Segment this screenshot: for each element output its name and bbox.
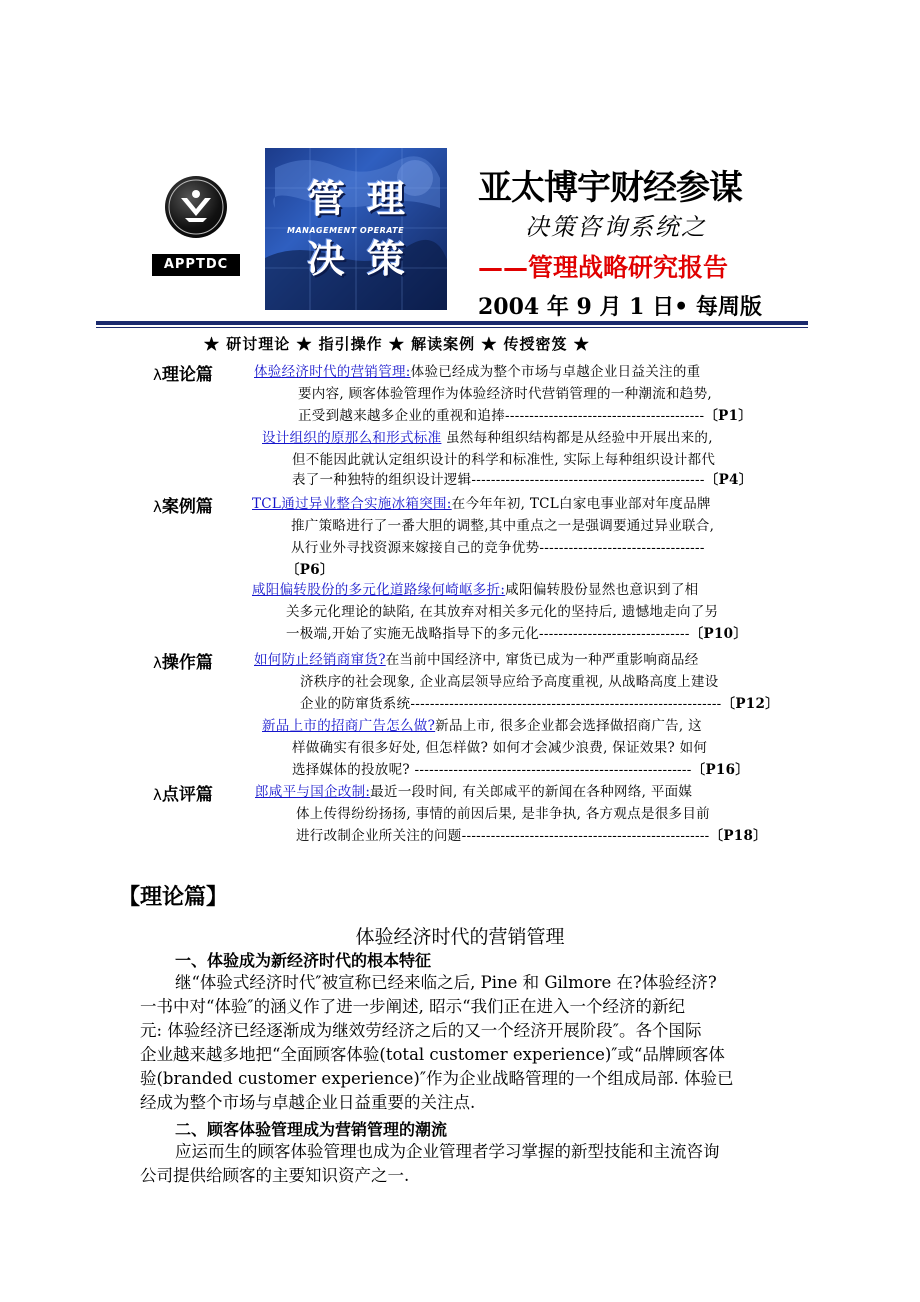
toc-entry-line: 正受到越来越多企业的重视和追捧-----------------------------------------〔P1〕 — [298, 408, 753, 424]
subheading-1: 一、体验成为新经济时代的根本特征 — [175, 951, 432, 970]
toc-page-number: 〔P6〕 — [286, 562, 334, 578]
toc-entry-line: 要内容, 顾客体验管理作为体验经济时代营销管理的一种潮流和趋势, — [298, 386, 712, 402]
paragraph-line: 继“体验式经济时代″被宣称已经来临之后, Pine 和 Gilmore 在?体验经济? — [175, 973, 717, 992]
toc-entry-line: 一极端,开始了实施无战略指导下的多元化-------------------------------〔P10〕 — [286, 626, 748, 642]
header-divider-thick — [96, 321, 808, 325]
toc-entry-line: 表了一种独特的组织设计逻辑------------------------------------------------〔P4〕 — [292, 472, 753, 488]
paragraph-line: 验(branded customer experience)″作为企业战略管理的一个组成局部. 体验已 — [140, 1069, 734, 1088]
toc-entry-line: 从行业外寻找资源来嫁接自己的竞争优势---------------------------------- — [291, 540, 705, 556]
logo-emblem — [165, 176, 227, 238]
lambda-bullet-icon: λ — [153, 786, 162, 804]
toc-entry-line: 企业的防窜货系统----------------------------------------------------------------〔P12〕 — [300, 696, 779, 712]
toc-page-number: 〔P4〕 — [704, 472, 753, 488]
toc-entry-line: 体上传得纷纷扬扬, 事情的前因后果, 是非争执, 各方观点是很多目前 — [296, 806, 710, 822]
toc-entry-line: 咸阳偏转股份的多元化道路缘何崎岖多折:咸阳偏转股份显然也意识到了相 — [252, 582, 699, 598]
paragraph-line: 公司提供给顾客的主要知识资产之一. — [140, 1166, 410, 1185]
logo-text: APPTDC — [152, 254, 240, 276]
toc-entry-line: 选择媒体的投放呢? ---------------------------------------------------------〔P16〕 — [292, 762, 750, 778]
report-title: ——管理战略研究报告 — [478, 253, 729, 282]
toc-entry-line: 济秩序的社会现象, 企业高层领导应给予高度重视, 从战略高度上建设 — [300, 674, 719, 690]
publication-subtitle: 决策咨询系统之 — [525, 213, 707, 241]
article-title: 体验经济时代的营销管理 — [355, 926, 565, 948]
subheading-2: 二、顾客体验管理成为营销管理的潮流 — [175, 1120, 448, 1139]
cover-subtitle: MANAGEMENT OPERATE — [287, 226, 405, 235]
issue-date: 2004 年 9 月 1 日• 每周版 — [478, 294, 762, 320]
toc-page-number: 〔P10〕 — [689, 626, 748, 642]
header-divider-thin — [96, 327, 808, 328]
toc-entry-line: 样做确实有很多好处, 但怎样做? 如何才会减少浪费, 保证效果? 如何 — [292, 740, 708, 756]
toc-entry-link[interactable]: 郎咸平与国企改制: — [255, 784, 371, 800]
toc-entry-line: 关多元化理论的缺陷, 在其放弃对相关多元化的坚持后, 遗憾地走向了另 — [286, 604, 719, 620]
paragraph-line: 企业越来越多地把“全面顾客体验(total customer experience)″或“品牌顾客体 — [140, 1045, 725, 1064]
lambda-bullet-icon: λ — [153, 366, 162, 384]
toc-entry-link[interactable]: 如何防止经销商窜货? — [254, 652, 386, 668]
toc-category-theory: λ理论篇 — [153, 365, 213, 385]
toc-entry-link[interactable]: TCL通过异业整合实施冰箱突围: — [252, 496, 452, 512]
publication-title: 亚太博宇财经参谋 — [478, 168, 742, 208]
paragraph-line: 应运而生的顾客体验管理也成为企业管理者学习掌握的新型技能和主流咨询 — [175, 1142, 720, 1161]
toc-page-number: 〔P1〕 — [704, 408, 753, 424]
toc-category-case: λ案例篇 — [153, 497, 213, 517]
lambda-bullet-icon: λ — [153, 654, 162, 672]
toc-entry-line: 设计组织的原那么和形式标准 虽然每种组织结构都是从经验中开展出来的, — [262, 430, 713, 446]
toc-entry-link[interactable]: 新品上市的招商广告怎么做? — [262, 718, 436, 734]
toc-category-review: λ点评篇 — [153, 785, 213, 805]
toc-page-number: 〔P18〕 — [709, 828, 767, 844]
section-heading: 【理论篇】 — [118, 885, 229, 910]
management-decision-cover — [265, 148, 447, 310]
toc-category-operation: λ操作篇 — [153, 653, 213, 673]
toc-entry-line: 但不能因此就认定组织设计的科学和标准性, 实际上每种组织设计都代 — [292, 452, 716, 468]
logo-emblem-icon — [165, 176, 227, 238]
toc-entry-line: TCL通过异业整合实施冰箱突围:在今年年初, TCL白家电事业部对年度品牌 — [252, 496, 711, 512]
toc-entry-line: 如何防止经销商窜货?在当前中国经济中, 窜货已成为一种严重影响商品经 — [254, 652, 699, 668]
toc-entry-line: 新品上市的招商广告怎么做?新品上市, 很多企业都会选择做招商广告, 这 — [262, 718, 702, 734]
paragraph-line: 一书中对“体验″的涵义作了进一步阐述, 昭示“我们正在进入一个经济的新纪 — [140, 997, 686, 1016]
paragraph-line: 元: 体验经济已经逐渐成为继效劳经济之后的又一个经济开展阶段″。各个国际 — [140, 1021, 702, 1040]
toc-page-number: 〔P16〕 — [691, 762, 750, 778]
toc-entry-link[interactable]: 咸阳偏转股份的多元化道路缘何崎岖多折: — [252, 582, 506, 598]
toc-entry-line: 推广策略进行了一番大胆的调整,其中重点之一是强调要通过异业联合, — [291, 518, 715, 534]
cover-word-1: 管 — [307, 176, 346, 221]
toc-page-number: 〔P12〕 — [721, 696, 779, 712]
toc-entry-link[interactable]: 设计组织的原那么和形式标准 — [262, 430, 442, 446]
paragraph-line: 经成为整个市场与卓越企业日益重要的关注点. — [140, 1093, 476, 1112]
toc-entry-link[interactable]: 体验经济时代的营销管理: — [254, 364, 411, 380]
toc-entry-line: 体验经济时代的营销管理:体验已经成为整个市场与卓越企业日益关注的重 — [254, 364, 701, 380]
toc-entry-line: 郎咸平与国企改制:最近一段时间, 有关郎咸平的新闻在各种网络, 平面媒 — [255, 784, 693, 800]
lambda-bullet-icon: λ — [153, 498, 162, 516]
cover-word-2: 理 — [367, 176, 406, 221]
tagline-bar: ★ 研讨理论 ★ 指引操作 ★ 解读案例 ★ 传授密笈 ★ — [204, 335, 590, 353]
apptdc-logo — [152, 176, 240, 280]
cover-word-4: 策 — [367, 236, 406, 281]
cover-word-3: 决 — [307, 236, 346, 281]
toc-entry-line: 进行改制企业所关注的问题---------------------------------------------------〔P18〕 — [296, 828, 767, 844]
